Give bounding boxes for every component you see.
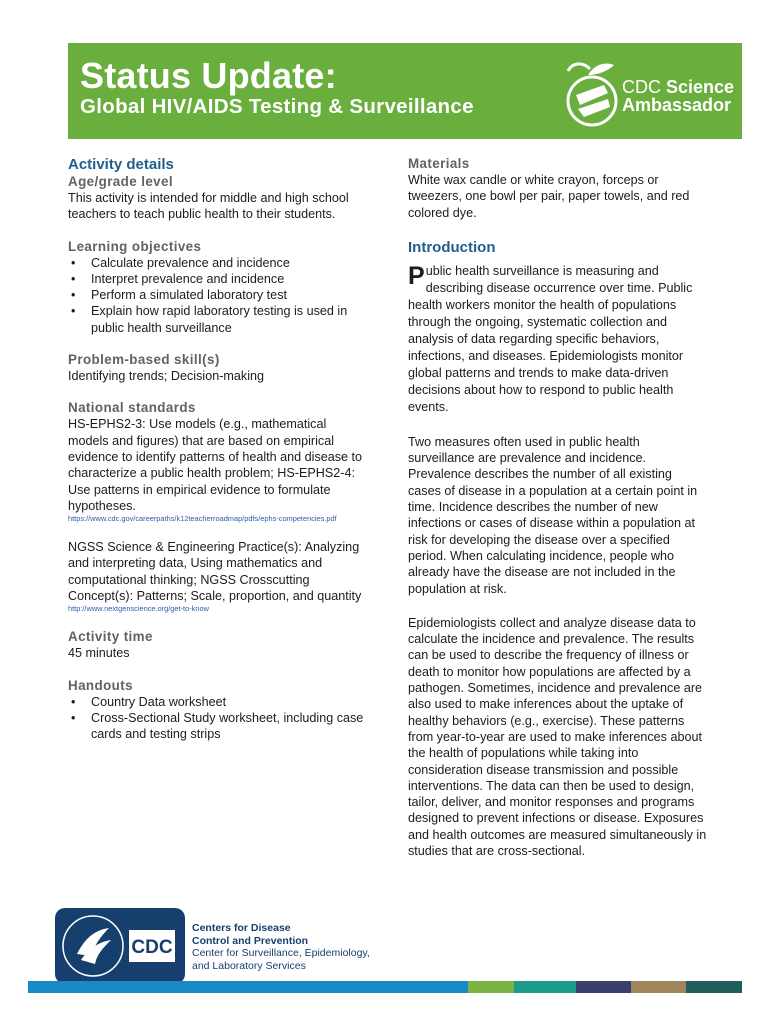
footer-agency-text (192, 922, 370, 972)
list-item: • Cross-Sectional Study worksheet, including case cards and testing strips (68, 710, 368, 743)
age-grade-text: This activity is intended for middle and high school teachers to teach public health to their students. (68, 191, 349, 222)
list-item: • Calculate prevalence and incidence (68, 255, 368, 271)
left-column (68, 156, 368, 743)
cdc-logo-text: CDC (131, 937, 173, 958)
page-title: Status Update: (80, 55, 337, 96)
page-subtitle: Global HIV/AIDS Testing & Surveillance (80, 95, 474, 118)
cdc-footer-logo (55, 908, 185, 984)
activity-time-heading: Activity time (68, 629, 153, 645)
skills-heading: Problem-based skill(s) (68, 352, 220, 368)
activity-details-heading: Activity details (68, 156, 174, 173)
logo-cdc-text: CDC (622, 77, 661, 97)
intro-paragraph-3: Epidemiologists collect and analyze disease data to calculate the incidence and prevalence. The results can be used to describe the frequency of illness or death to monitor how populations are affected by a pathogen. Sometimes, incidence and prevalence are also used to make inferences about the uptake of healthy behaviors (e.g., exercise). These patterns from year-to-year are used to make inferences about the health of populations while taking into consideration disease transmission and possible interventions. The data can then be used to design, tailor, deliver, and monitor responses and programs designed to prevent infections or disease. Exposures and health outcomes are measured simultaneously in studies that are cross-sectional. (408, 615, 707, 859)
footer-line-4: and Laboratory Services (192, 959, 306, 972)
national-standards-heading: National standards (68, 400, 196, 416)
header-banner (68, 43, 742, 139)
intro-paragraph-1-text: ublic health surveillance is measuring and describing disease occurrence over time. Public health workers monitor the health of populations through the ongoing, systematic collection and analysis of data regarding specific behaviors, infections, and diseases. Epidemiologists monitor global patterns and trends to make data-driven decisions about how to respond to public health events. (408, 263, 693, 414)
ngss-link[interactable]: http://www.nextgenscience.org/get-to-know (68, 604, 209, 614)
apple-icon (564, 55, 620, 129)
drop-cap: P (408, 261, 425, 290)
stripe-segment (468, 981, 514, 993)
handouts-heading: Handouts (68, 677, 133, 693)
stripe-segment (514, 981, 576, 993)
list-item: • Explain how rapid laboratory testing is used in public health surveillance (68, 303, 368, 336)
materials-text: White wax candle or white crayon, forceps or tweezers, one bowl per pair, paper towels, and red colored dye. (408, 173, 690, 220)
cdc-science-ambassador-logo (564, 55, 738, 129)
intro-paragraph-1 (408, 263, 708, 416)
list-item: • Perform a simulated laboratory test (68, 287, 368, 303)
introduction-heading: Introduction (408, 238, 496, 256)
footer-line-2: Control and Prevention (192, 934, 309, 947)
ngss-text: NGSS Science & Engineering Practice(s): Analyzing and interpreting data, Using mathematics and computational thinking; NGSS Crosscutting Concept(s): Patterns; Scale, proportion, and quantity (68, 540, 362, 604)
skills-text: Identifying trends; Decision-making (68, 369, 264, 384)
standards-link[interactable]: https://www.cdc.gov/careerpaths/k12teacherroadmap/pdfs/ephs-competencies.pdf (68, 514, 337, 524)
learning-objectives-heading: Learning objectives (68, 238, 202, 254)
activity-time-text: 45 minutes (68, 646, 130, 661)
handouts-list (68, 694, 368, 743)
stripe-segment (686, 981, 742, 993)
footer-line-1: Centers for Disease (192, 922, 291, 934)
learning-objectives-list (68, 255, 368, 336)
stripe-segment (576, 981, 631, 993)
age-grade-heading: Age/grade level (68, 174, 173, 189)
stripe-segment (631, 981, 686, 993)
footer-line-3: Center for Surveillance, Epidemiology, (192, 947, 370, 960)
materials-heading: Materials (408, 156, 470, 171)
list-item: • Interpret prevalence and incidence (68, 271, 368, 287)
right-column (408, 156, 708, 859)
list-item: • Country Data worksheet (68, 694, 368, 710)
logo-ambassador-text: Ambassador (622, 95, 732, 115)
intro-paragraph-2: Two measures often used in public health surveillance are prevalence and incidence. Prevalence describes the number of all existing cases of disease in a population at a certain point in time. Incidence describes the number of new infections or cases of disease within a population at risk for developing the disease over a specified period. When calculating incidence, people who already have the disease are not included in the population at risk. (408, 434, 698, 596)
standards-text: HS-EPHS2-3: Use models (e.g., mathematical models and figures) that are based on empirical evidence to identify patterns of health and disease to characterize a public health problem; HS-EPHS2-4: Use patterns in empirical evidence to formulate hypotheses. (68, 417, 363, 513)
stripe-segment (28, 981, 468, 993)
logo-science-text: Science (666, 77, 735, 97)
